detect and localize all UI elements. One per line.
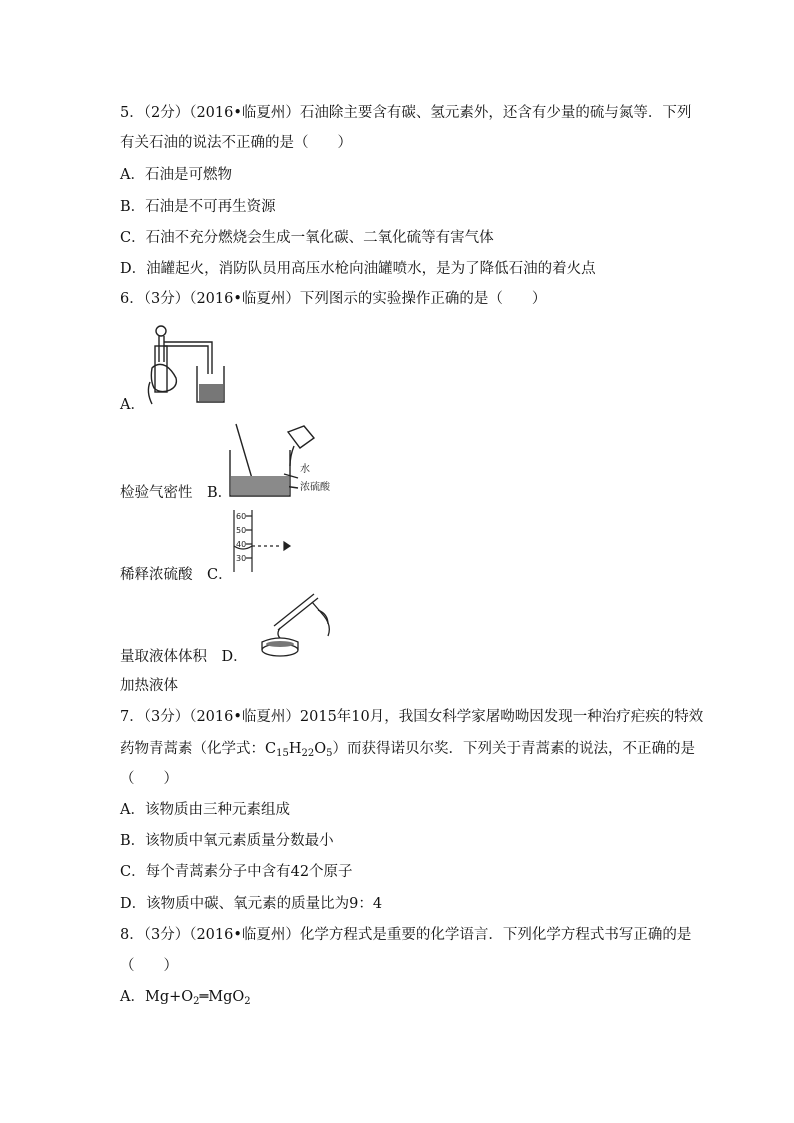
q5-stem-line-2: 有关石油的说法不正确的是（ ） xyxy=(120,135,352,151)
a-caption: 检验气密性 xyxy=(120,485,193,501)
q7-stem-line-2: 药物青蒿素（化学式：$C_{15}H_{22}O_5$）而获得诺贝尔奖．下列关于青蒿素的说法，不正确的是 xyxy=(120,741,695,759)
c-letter: C． xyxy=(207,567,233,583)
airtightness-check-figure xyxy=(142,322,232,408)
q7-option-b: B．该物质中氧元素质量分数最小 xyxy=(120,833,334,849)
q7-option-c: C．每个青蒿素分子中含有42个原子 xyxy=(120,864,353,880)
d-letter: D． xyxy=(221,649,248,665)
q7-stem-line-3: （ ） xyxy=(120,771,178,787)
b-letter: B． xyxy=(207,485,233,501)
q6-option-c-caption xyxy=(120,648,248,666)
conc-acid-label: 浓硫酸 xyxy=(300,482,330,493)
q5-stem-line-1: 5．（2分）（2016•临夏州）石油除主要含有碳、氢元素外，还含有少量的硫与氮等．下列 xyxy=(120,105,692,121)
heating-liquid-figure xyxy=(254,588,338,662)
q5-option-b: B．石油是不可再生资源 xyxy=(120,199,276,215)
q8-option-a: A．$Mg+O_2═MgO_2$ xyxy=(120,989,251,1007)
q5-option-a: A．石油是可燃物 xyxy=(120,167,232,183)
q5-option-c: C．石油不充分燃烧会生成一氧化碳、二氧化硫等有害气体 xyxy=(120,230,494,246)
c-caption: 量取液体体积 xyxy=(120,649,207,665)
q7-stem-line-1: 7．（3分）（2016•临夏州）2015年10月，我国女科学家屠呦呦因发现一种治疗疟疾的特效 xyxy=(120,709,704,725)
q8-stem-line-2: （ ） xyxy=(120,958,178,974)
b-caption: 稀释浓硫酸 xyxy=(120,567,193,583)
q6-option-b-caption xyxy=(120,566,233,584)
q6-option-a-caption xyxy=(120,484,232,502)
dilute-sulfuric-acid-figure xyxy=(226,422,336,498)
tick-40: 40 xyxy=(236,540,247,549)
tick-50: 50 xyxy=(236,526,247,535)
q8-stem-line-1: 8．（3分）（2016•临夏州）化学方程式是重要的化学语言．下列化学方程式书写正确的是 xyxy=(120,927,692,943)
q6-option-a-letter: A． xyxy=(120,397,145,413)
water-label: 水 xyxy=(300,464,310,475)
tick-30: 30 xyxy=(236,554,247,563)
q5-option-d: D．油罐起火，消防队员用高压水枪向油罐喷水，是为了降低石油的着火点 xyxy=(120,261,596,277)
q6-option-d-caption: 加热液体 xyxy=(120,678,178,694)
q6-stem: 6．（3分）（2016•临夏州）下列图示的实验操作正确的是（ ） xyxy=(120,291,547,307)
q7-option-d: D．该物质中碳、氧元素的质量比为9：4 xyxy=(120,896,383,912)
q7-option-a: A．该物质由三种元素组成 xyxy=(120,802,290,818)
measure-volume-figure xyxy=(228,508,298,574)
tick-60: 60 xyxy=(236,512,247,521)
